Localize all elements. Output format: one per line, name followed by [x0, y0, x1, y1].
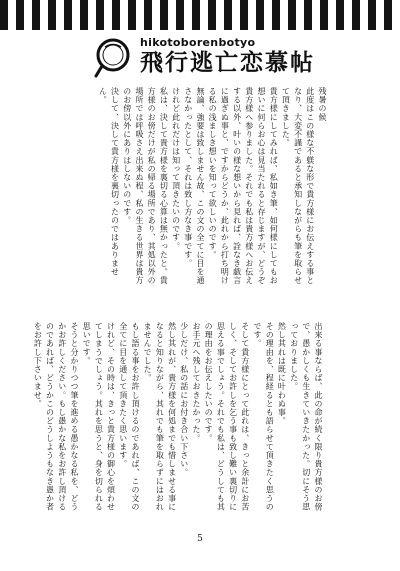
title-romaji: hikotoborenbotyo — [140, 36, 256, 49]
paragraph: 決して、決して貴方様を裏切ったのではありません。 — [98, 87, 120, 277]
paragraph: 少しだけ、私の話にお付き合い下さい。 — [179, 322, 189, 477]
paragraph: 無論、強要は致しません故、この文の全てに目を通さなかったとして、それは致し方なき事です。 — [183, 87, 205, 285]
paragraph: もし語る事をお許し頂けるのであれば、この文の全てに目を通して頂きたく思います。 — [118, 322, 140, 512]
paragraph: その理由を、程経るとも語らせて頂きたく思うのです。 — [252, 322, 275, 512]
paragraph: 然し其れは既に叶わぬ事。 — [277, 322, 287, 426]
upper-text-column — [86, 87, 328, 286]
paragraph: 残暑の候 — [318, 87, 327, 122]
striped-header-border — [0, 0, 400, 30]
paragraph: 出来る事ならば、此の命が続く限り貴方様のお傍で、愚かしくも生きていきたかった。切にそう思っておりました。 — [289, 322, 323, 512]
lower-text-column — [33, 322, 324, 519]
paragraph: 然し其れが、貴方様を何処までも惜しませる事になると知りながら、其れでも筆を取らずにはおれませんでした。 — [143, 322, 177, 512]
page-title: 飛行逃亡恋慕帖 — [140, 49, 315, 76]
paragraph: けれど此れだけは知って頂きたいのです。 — [171, 87, 181, 251]
paragraph: 私は、決して貴方様を裏切る心算は無かったと。貴方様のお傍だけが私の帰る場所であり、其処以外の場所では呼吸さえ出来ぬ程、私の生きる世界は貴方のお傍以外にありはしないのです。 — [122, 87, 169, 285]
title-block — [92, 36, 322, 78]
paragraph: けれど、その時は、きっと貴方様の御心を煩わせてしまうでしょう。其れを思うと、身を切られる思いです。 — [82, 322, 116, 512]
paragraph: 此度はこの様な不躾な形で貴方様にお伝えする事となり、大変不謹であると承知しながらも筆を取らせて頂きました。 — [281, 87, 315, 285]
folding-fan-icon — [92, 36, 134, 78]
paragraph: お手元へ残しておきたかった。 — [191, 322, 201, 443]
paragraph: そうと分かりつつ筆を進める愚かなる私を、どうかお許しください。もし愚かな私をお許し頂けるのであれば、どうかこのどうしようもなき愚か者をお許し下さいませ。 — [33, 322, 79, 512]
paragraph: 貴方様にしてみれば、私如き筆、如何様にしてもお想いに何らお心は見当たれると存じますが、どうぞ貴方様へ参りました。それでも私は貴方様へお伝えする以外、叶いの様な想いから見れば、詮なき戯言に過ぎぬ事と、ですからどうか、此れから打ち明ける私の浅ましき想いを知って欲しいのです。 — [208, 87, 279, 285]
paragraph: そして貴方様にとって此れは、きっと余計にお苦しく、そしてお許しを乞う事も致し難い裏切りに思える事でしょう。それでも私は、どうしても其の理由をお伝えしたいのです。 — [204, 322, 250, 512]
page-number: 5 — [197, 534, 203, 544]
